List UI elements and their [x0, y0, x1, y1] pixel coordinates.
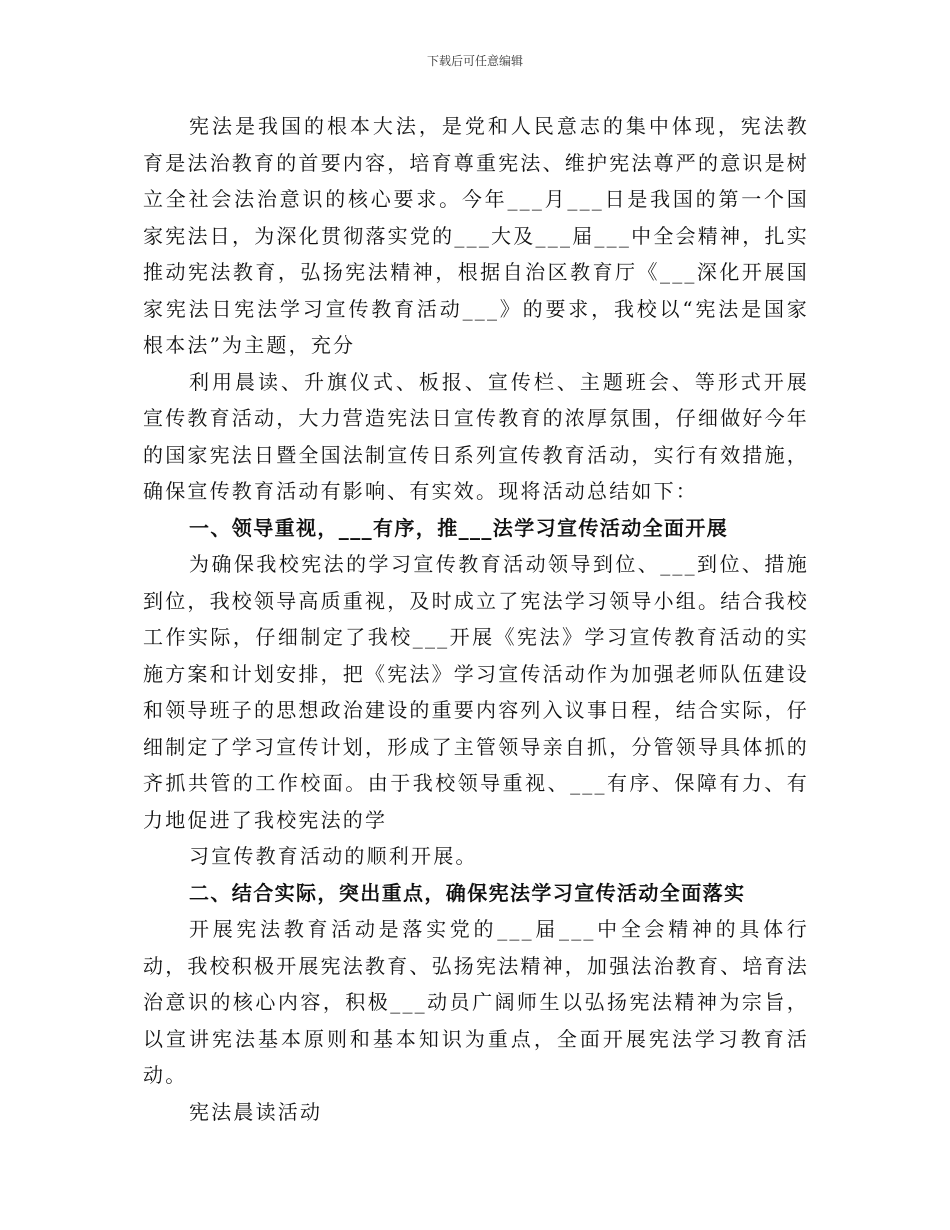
paragraph-morning-reading: 宪法晨读活动	[189, 1099, 323, 1124]
paragraph-leadership: 为确保我校宪法的学习宣传教育活动领导到位、___到位、措施到位，我校领导高质重视，及时成立了宪法学习领导小组。结合我校工作实际，仔细制定了我校___开展《宪法》学习宣传教育活动的实施方案和计划安排，把《宪法》学习宣传活动作为加强老师队伍建设和领导班子的思想政治建设的重要内容列入议事日程，结合实际，仔细制定了学习宣传计划，形成了主管领导亲自抓，分管领导具体抓的齐抓共管的工作校面。由于我校领导重视、___有序、保障有力、有力地促进了我校宪法的学	[143, 552, 809, 832]
page-header-note: 下载后可任意编辑	[426, 54, 523, 68]
paragraph-leadership-cont: 习宣传教育活动的顺利开展。	[189, 844, 478, 868]
document-body	[143, 108, 809, 1130]
section-heading-1: 一、领导重视，___有序，推___法学习宣传活动全面开展	[189, 515, 729, 540]
paragraph-implementation: 开展宪法教育活动是落实党的___届___中全会精神的具体行动，我校积极开展宪法教育、弘扬宪法精神，加强法治教育、培育法治意识的核心内容，积极___动员广阔师生以弘扬宪法精神为宗旨，以宣讲宪法基本原则和基本知识为重点，全面开展宪法学习教育活动。	[143, 917, 809, 1087]
paragraph-activities: 利用晨读、升旗仪式、板报、宣传栏、主题班会、等形式开展宣传教育活动，大力营造宪法日宣传教育的浓厚氛围，仔细做好今年的国家宪法日暨全国法制宣传日系列宣传教育活动，实行有效措施，确保宣传教育活动有影响、有实效。现将活动总结如下：	[143, 369, 809, 503]
section-heading-2: 二、结合实际，突出重点，确保宪法学习宣传活动全面落实	[189, 880, 746, 905]
paragraph-intro: 宪法是我国的根本大法，是党和人民意志的集中体现，宪法教育是法治教育的首要内容，培育尊重宪法、维护宪法尊严的意识是树立全社会法治意识的核心要求。今年___月___日是我国的第一个国家宪法日，为深化贯彻落实党的___大及___届___中全会精神，扎实推动宪法教育，弘扬宪法精神，根据自治区教育厅《___深化开展国家宪法日宪法学习宣传教育活动___》的要求，我校以“宪法是国家根本法”为主题，充分	[143, 114, 809, 357]
